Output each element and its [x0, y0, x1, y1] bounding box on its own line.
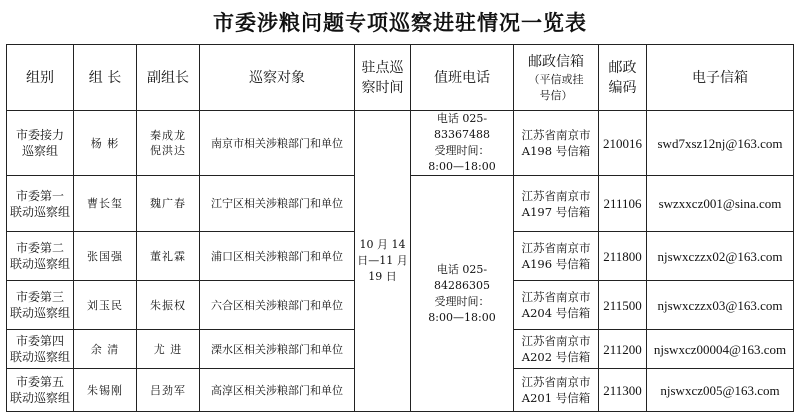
inspection-table — [6, 44, 794, 412]
mailbox-cell-line: 江苏省南京市 — [521, 128, 591, 142]
mailbox-cell — [514, 281, 599, 330]
header-group: 组别 — [7, 45, 74, 111]
zip-cell: 211200 — [599, 330, 647, 369]
period-cell — [355, 111, 411, 412]
leader-cell — [74, 281, 137, 330]
mailbox-cell — [514, 232, 599, 281]
header-leader: 组 长 — [74, 45, 137, 111]
header-period — [355, 45, 411, 111]
target-cell: 六合区相关涉粮部门和单位 — [200, 281, 355, 330]
mailbox-cell — [514, 111, 599, 176]
deputy-cell — [137, 232, 200, 281]
leader-cell — [74, 232, 137, 281]
header-deputy: 副组长 — [137, 45, 200, 111]
group-cell-line: 市委第五 — [15, 375, 64, 389]
page-title: 市委涉粮问题专项巡察进驻情况一览表 — [213, 11, 587, 35]
deputy-cell-line: 董礼霖 — [150, 249, 186, 263]
email-cell: njswxcz00004@163.com — [647, 330, 794, 369]
email-cell: swzxxcz001@sina.com — [647, 176, 794, 232]
group-cell-line: 市委第一 — [15, 188, 64, 203]
period-cell-line: 19 日 — [368, 270, 397, 283]
period-cell-line: 10 月 14 — [359, 238, 406, 251]
target-cell: 南京市相关涉粮部门和单位 — [200, 111, 355, 176]
header-row — [7, 45, 794, 111]
mailbox-cell — [514, 176, 599, 232]
deputy-cell — [137, 369, 200, 412]
group-cell — [7, 369, 74, 412]
duty-phone-cell-line: 受理时间： — [434, 294, 490, 308]
deputy-cell-line: 倪洪达 — [150, 144, 186, 157]
duty-phone-cell-line: 受理时间： — [434, 144, 490, 157]
zip-cell: 210016 — [599, 111, 647, 176]
period-cell-line: 日—11 月 — [357, 254, 408, 267]
leader-cell-line: 余 清 — [90, 342, 120, 356]
target-cell: 溧水区相关涉粮部门和单位 — [200, 330, 355, 369]
leader-cell — [74, 176, 137, 232]
group-cell-line: 联动巡察组 — [9, 350, 70, 364]
leader-cell-line: 杨 彬 — [90, 136, 120, 150]
group-cell — [7, 232, 74, 281]
duty-phone-cell-line: 8:00—18:00 — [428, 160, 496, 173]
mailbox-cell-line: 江苏省南京市 — [521, 375, 591, 389]
group-cell-line: 联动巡察组 — [9, 257, 70, 271]
group-cell-line: 市委第四 — [15, 334, 64, 348]
target-cell: 高淳区相关涉粮部门和单位 — [200, 369, 355, 412]
header-period-line: 驻点巡 — [361, 59, 404, 76]
mailbox-cell — [514, 330, 599, 369]
header-mailbox-label: 邮政信箱 — [528, 53, 584, 70]
mailbox-cell-line: A202 号信箱 — [521, 350, 591, 364]
deputy-cell-line: 魏广春 — [150, 197, 186, 210]
deputy-cell — [137, 281, 200, 330]
target-cell: 浦口区相关涉粮部门和单位 — [200, 232, 355, 281]
mailbox-cell-line: 江苏省南京市 — [521, 334, 591, 348]
group-cell-line: 巡察组 — [21, 144, 58, 158]
deputy-cell — [137, 176, 200, 232]
header-duty-phone: 值班电话 — [411, 45, 514, 111]
mailbox-cell-line: A201 号信箱 — [521, 391, 591, 405]
deputy-cell-line: 吕劲军 — [150, 383, 186, 397]
duty-phone-cell-line: 电话 025-83367488 — [434, 112, 490, 141]
zip-cell: 211300 — [599, 369, 647, 412]
group-cell — [7, 281, 74, 330]
deputy-cell-line: 尤 进 — [153, 342, 183, 356]
header-email: 电子信箱 — [647, 45, 794, 111]
deputy-cell-line: 秦成龙 — [150, 129, 186, 142]
leader-cell-line: 朱锡刚 — [87, 383, 123, 397]
leader-cell-line: 曹长玺 — [87, 197, 123, 210]
header-target: 巡察对象 — [200, 45, 355, 111]
zip-cell: 211500 — [599, 281, 647, 330]
group-cell — [7, 176, 74, 232]
deputy-cell-line: 朱振权 — [150, 298, 186, 312]
zip-cell: 211106 — [599, 176, 647, 232]
deputy-cell — [137, 111, 200, 176]
header-mailbox-note: 号信） — [539, 88, 573, 102]
duty-phone-cell-line: 电话 025-84286305 — [434, 262, 490, 292]
group-cell-line: 市委第二 — [15, 241, 64, 255]
header-zip-line: 邮政 — [608, 59, 637, 76]
duty-phone-cell — [411, 111, 514, 176]
email-cell: swd7xsz12nj@163.com — [647, 111, 794, 176]
leader-cell-line: 张国强 — [87, 249, 123, 263]
deputy-cell — [137, 330, 200, 369]
email-cell: njswxcz005@163.com — [647, 369, 794, 412]
group-cell-line: 联动巡察组 — [9, 391, 70, 405]
mailbox-cell-line: A204 号信箱 — [521, 306, 591, 320]
header-zip — [599, 45, 647, 111]
mailbox-cell-line: A198 号信箱 — [521, 144, 591, 158]
email-cell: njswxczzx02@163.com — [647, 232, 794, 281]
group-cell — [7, 330, 74, 369]
target-cell: 江宁区相关涉粮部门和单位 — [200, 176, 355, 232]
group-cell-line: 市委第三 — [15, 290, 64, 304]
mailbox-cell — [514, 369, 599, 412]
duty-phone-cell — [411, 176, 514, 412]
header-period-line: 察时间 — [361, 79, 404, 96]
header-mailbox — [514, 45, 599, 111]
mailbox-cell-line: 江苏省南京市 — [521, 241, 591, 255]
email-cell: njswxczzx03@163.com — [647, 281, 794, 330]
zip-cell: 211800 — [599, 232, 647, 281]
mailbox-cell-line: 江苏省南京市 — [521, 188, 591, 203]
mailbox-cell-line: A196 号信箱 — [521, 257, 591, 271]
leader-cell-line: 刘玉民 — [87, 298, 123, 312]
mailbox-cell-line: 江苏省南京市 — [521, 290, 591, 304]
table-row — [7, 111, 794, 176]
group-cell-line: 联动巡察组 — [9, 204, 70, 219]
leader-cell — [74, 369, 137, 412]
header-mailbox-note: （平信或挂 — [528, 72, 584, 86]
group-cell — [7, 111, 74, 176]
header-zip-line: 编码 — [608, 79, 637, 96]
leader-cell — [74, 330, 137, 369]
group-cell-line: 市委接力 — [15, 128, 64, 142]
leader-cell — [74, 111, 137, 176]
duty-phone-cell-line: 8:00—18:00 — [428, 310, 496, 324]
mailbox-cell-line: A197 号信箱 — [521, 204, 591, 219]
group-cell-line: 联动巡察组 — [9, 306, 70, 320]
